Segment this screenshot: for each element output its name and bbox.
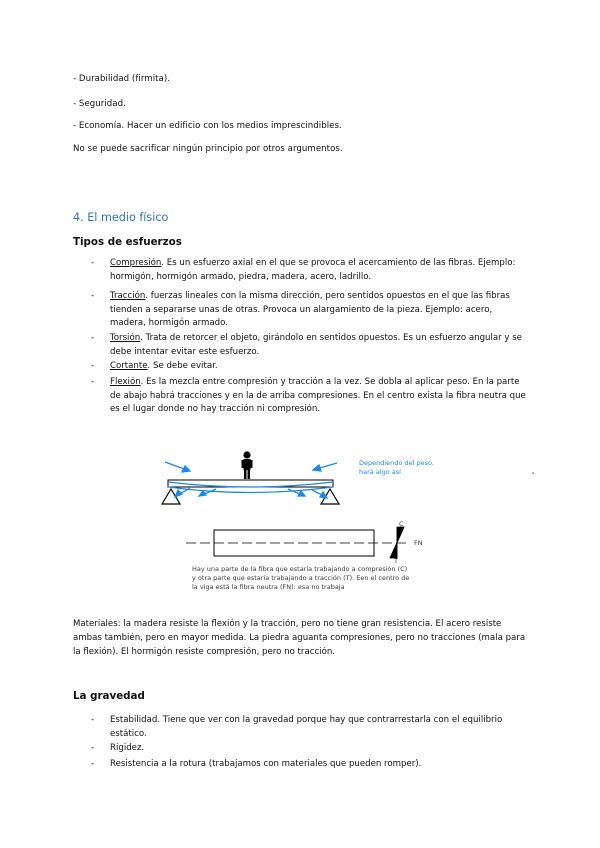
- label-traction: T: [394, 557, 398, 565]
- term: Tracción: [110, 291, 146, 301]
- term: Torsión: [110, 333, 141, 343]
- bent-beam: [168, 480, 333, 493]
- term: Compresión: [110, 258, 162, 268]
- term: Cortante: [110, 361, 148, 371]
- definition: . fuerzas lineales con la misma dirección, pero sentidos opuestos en el que las fibras tienden a separarse unas de otras. Provoca un alargamiento de la pieza. Ejemplo: acero, madera, hormigón armado.: [110, 291, 510, 328]
- subheading-esfuerzos: Tipos de esfuerzos: [73, 236, 182, 248]
- definition: . Trata de retorcer el objeto, girándolo en sentidos opuestos. Es un esfuerzo angular y se debe intentar evitar este esfuerzo.: [110, 333, 522, 357]
- subheading-gravedad: La gravedad: [73, 690, 145, 702]
- materiales-paragraph: Materiales: la madera resiste la flexión y la tracción, pero no tiene gran resistencia. El acero resiste ambas también, pero en mayor medida. La piedra aguanta compresiones, pero no tracciones (mala para la flexión). El hormigón resiste compresión, pero no tracción.: [73, 619, 526, 657]
- intro-line: - Seguridad.: [73, 99, 126, 109]
- straight-beam: [186, 530, 410, 556]
- definition: . Es un esfuerzo axial en el que se provoca el acercamiento de las fibras. Ejemplo: hormigón, hormigón armado, piedra, madera, acero, ladrillo.: [110, 258, 516, 282]
- document-page: - Durabilidad (firmita). - Seguridad. - Economía. Hacer un edificio con los medios imprescindibles. No se puede sacrificar ningún principio por otros argumentos. 4. El medio físico Tipos de esfuerzos - Compresión. Es un esfuerzo axial en el que se provoca el acercamiento de las fibras. Ejemplo: hormigón, hormigón armado, piedra, madera, acero, ladrillo. - Tracción. fuerzas lineales con la misma dirección, pero sentidos opuestos en el que las fibras tienden a separarse unas de otras. Provoca un alargamiento de la pieza. Ejemplo: acero, madera, hormigón armado. - Torsión. Trata de retorcer el objeto, girándolo en sentidos opuestos. Es un esfuerzo angular y se debe intentar evitar este esfuerzo. - Cortante. Se debe evitar. - Flexión. Es la mezcla entre compresión y tracción a la vez. Se dobla al aplicar peso. En la parte de abajo habrá tracciones y en la de arriba compresiones. En el centro exista la fibra neutra que es el lugar donde no hay tracción ni compresión. Dependiendo del peso, hará algo así C T FN Hay una parte de la fibra que estaría trabajando a compresión (C) y otra parte que estaría trabajando a tracción (T). Een el centro de la viga está la fibra neutra (FN): esa no trabaja Materiales: la madera resiste la flexión y la tracción, pero no tiene gran resistencia. El acero resiste ambas también, pero en mayor medida. La piedra aguanta compresiones, pero no tracciones (mala para la flexión). El hormigón resiste compresión, pero no tracción. La gravedad - Estabilidad. Tiene que ver con la gravedad porque hay que contrarrestarla con el equilibrio estático. - Rigidez. - Resistencia a la rotura (trabajamos con materiales que pueden romper).: [0, 0, 600, 848]
- list-item-text: Resistencia a la rotura (trabajamos con materiales que pueden romper).: [110, 759, 422, 769]
- stress-diagram-icon: [390, 527, 404, 558]
- person-icon: [242, 451, 253, 479]
- intro-line: No se puede sacrificar ningún principio por otros argumentos.: [73, 144, 343, 154]
- figure-note: Dependiendo del peso, hará algo así: [359, 459, 435, 476]
- label-neutral-fiber: FN: [414, 539, 423, 547]
- list-item-text: Rigidez.: [110, 743, 145, 753]
- definition: . Se debe evitar.: [147, 361, 218, 371]
- label-compression: C: [399, 520, 404, 528]
- intro-line: - Economía. Hacer un edificio con los medios imprescindibles.: [73, 121, 342, 131]
- section-title: 4. El medio físico: [73, 211, 169, 224]
- figure-caption: Hay una parte de la fibra que estaría trabajando a compresión (C) y otra parte que estaría trabajando a tracción (T). Een el centro de la viga está la fibra neutra (FN): esa no trabaja: [192, 565, 410, 591]
- list-item-text: Estabilidad. Tiene que ver con la gravedad porque hay que contrarrestarla con el equilibrio estático.: [110, 715, 503, 739]
- definition: . Es la mezcla entre compresión y tracción a la vez. Se dobla al aplicar peso. En la parte de abajo habrá tracciones y en la de arriba compresiones. En el centro exista la fibra neutra que es el lugar donde no hay tracción ni compresión.: [110, 377, 526, 414]
- stray-dot: [532, 472, 534, 474]
- term: Flexión: [110, 377, 141, 387]
- intro-line: - Durabilidad (firmita).: [73, 74, 171, 84]
